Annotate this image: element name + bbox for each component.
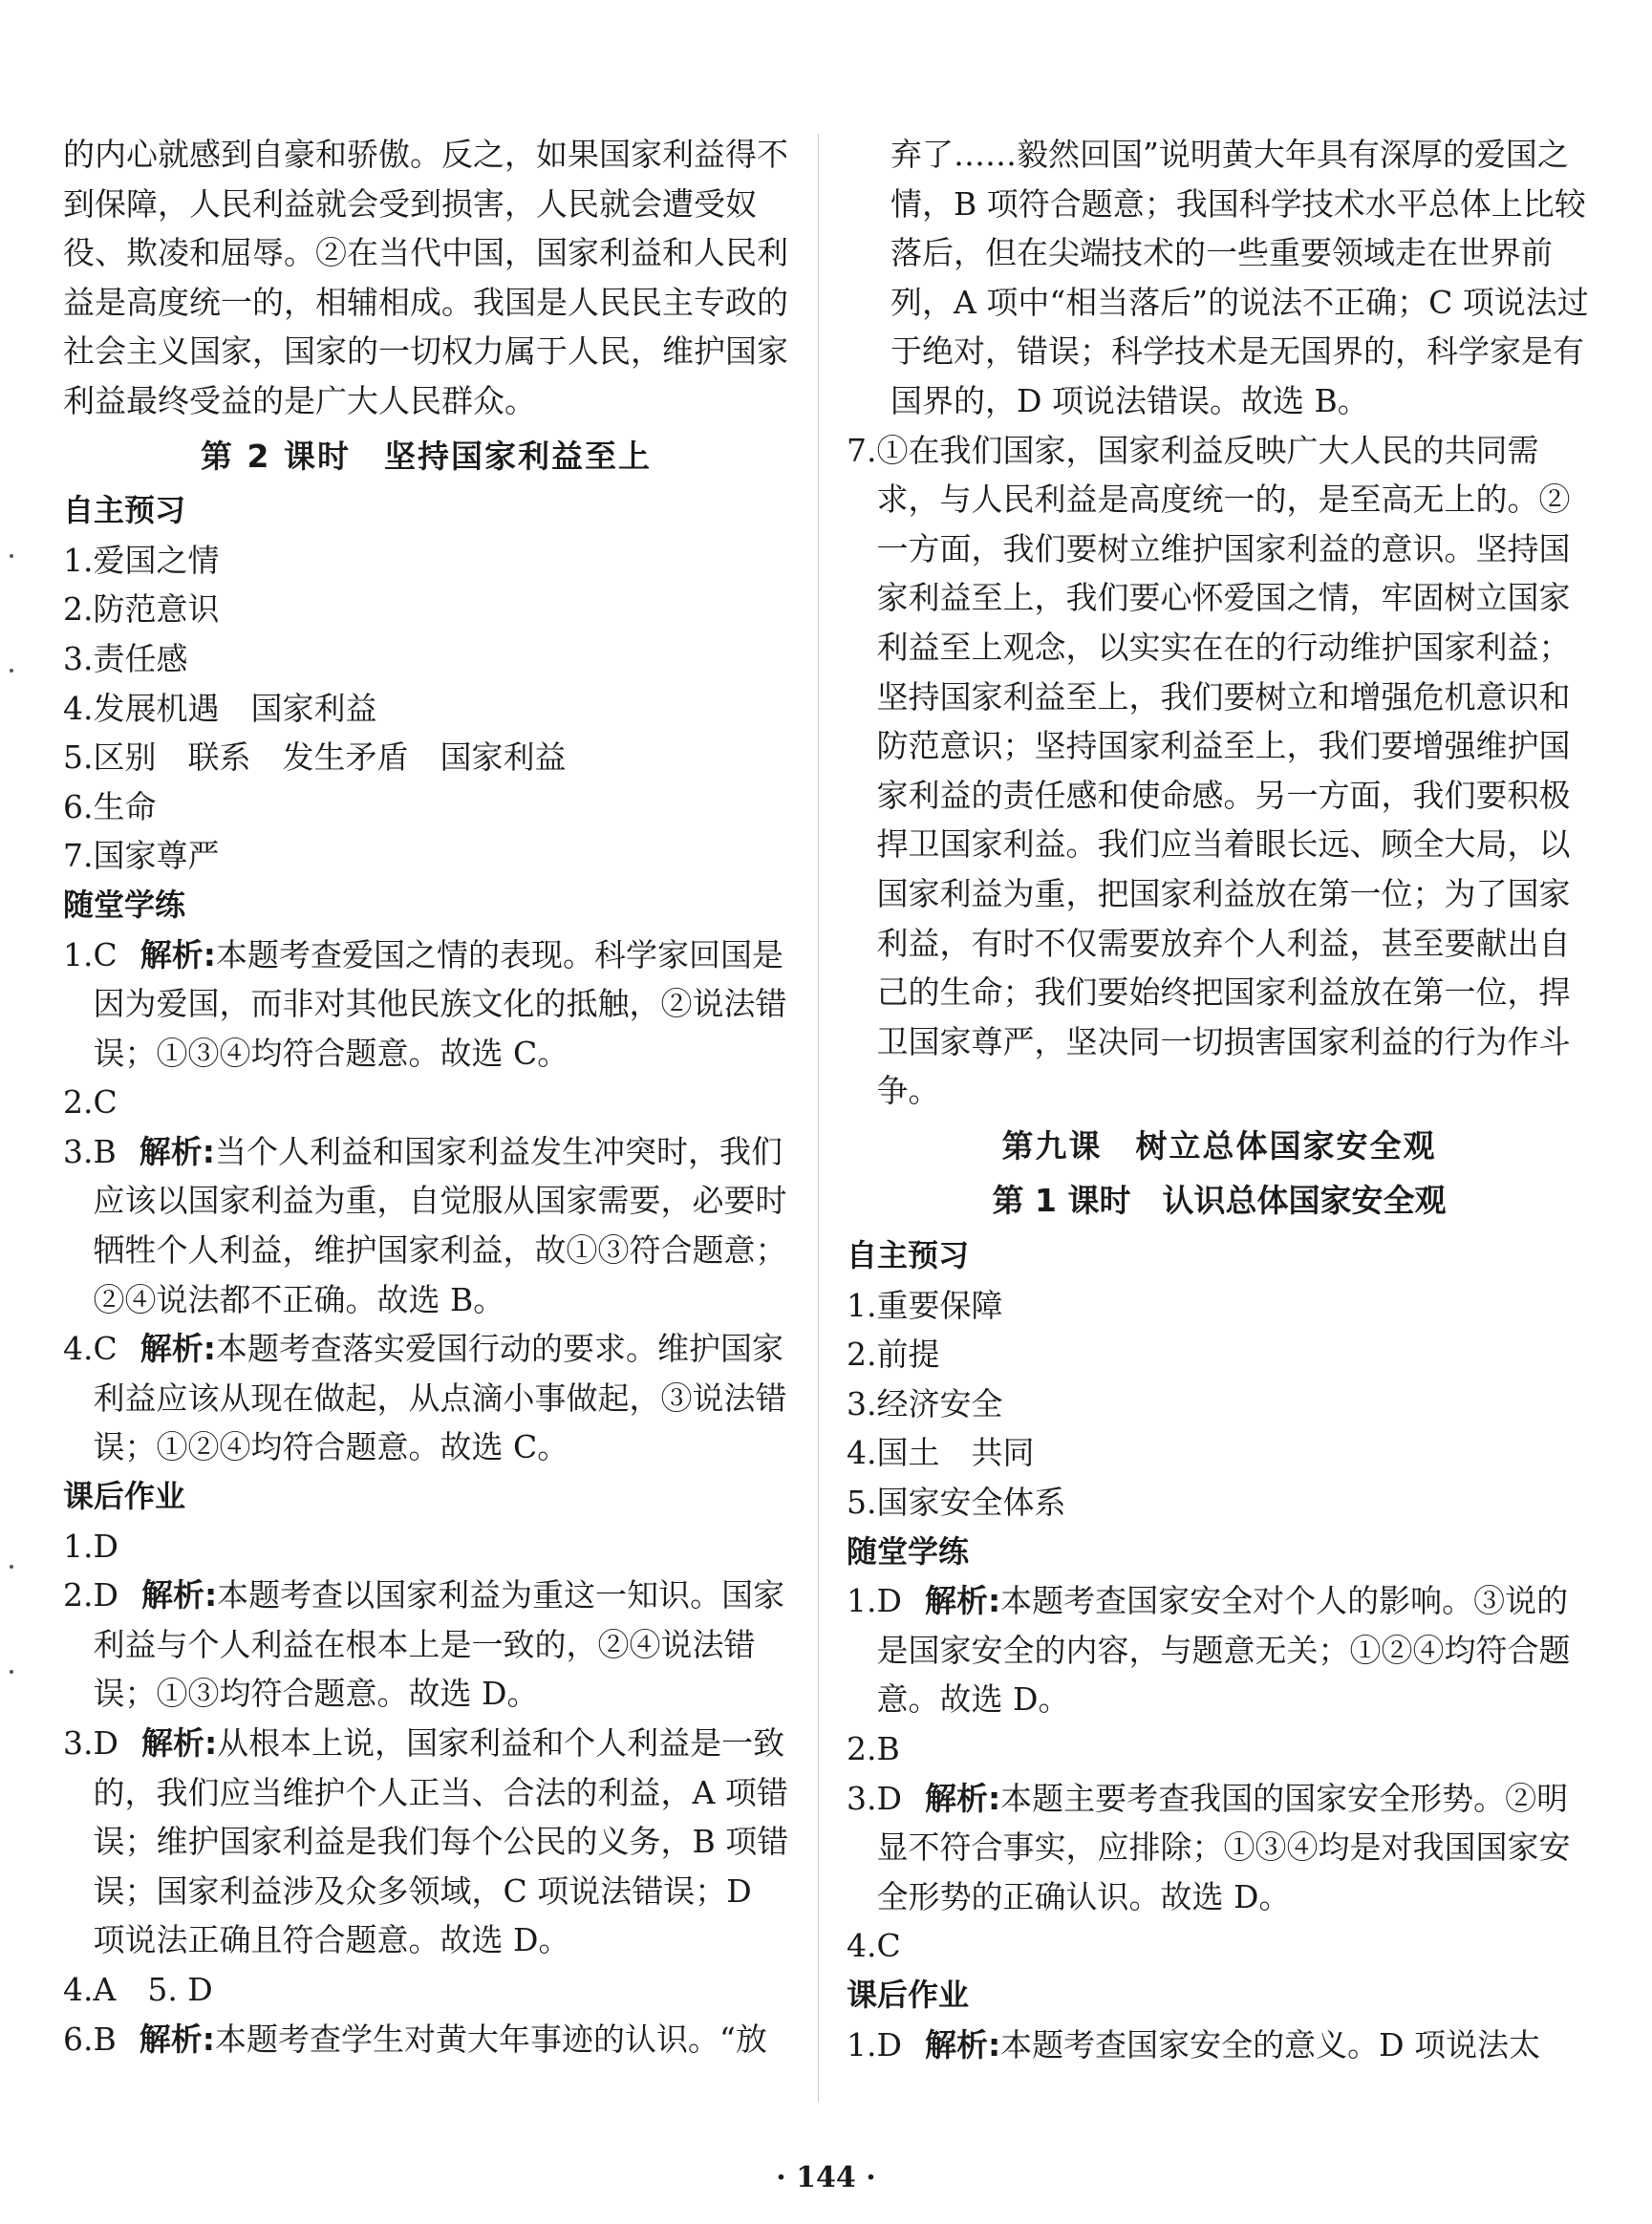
homework-list [63, 1522, 789, 2064]
homework-heading: 课后作业 [63, 1478, 186, 1515]
margin-mark [10, 669, 13, 673]
answer-item: 2. D 解析:本题考查以国家利益为重这一知识。国家利益与个人利益在根本上是一致的，②④说法错误；①③均符合题意。故选 D。 [63, 1576, 785, 1713]
answer-item: 1. D [63, 1527, 118, 1565]
answer-item: 2. C [63, 1083, 118, 1122]
list-item: 3. 责任感 [63, 639, 188, 677]
list-item: 4. 国土 共同 [847, 1434, 1035, 1472]
practice-heading: 随堂学练 [847, 1532, 970, 1570]
answer-item: 3. B 解析:当个人利益和国家利益发生冲突时，我们应该以国家利益为重，自觉服从国家需要，必要时牺牲个人利益，维护国家利益，故①③符合题意；②④说法都不正确。故选 B。 [63, 1132, 787, 1318]
page-number: · 144 · [776, 2161, 876, 2194]
answer-item: 1. C 解析:本题考查爱国之情的表现。科学家回国是因为爱国，而非对其他民族文化的抵触，②说法错误；①③④均符合题意。故选 C。 [63, 935, 787, 1072]
homework-heading: 课后作业 [847, 1976, 970, 2013]
margin-mark [10, 1565, 13, 1569]
practice-heading: 随堂学练 [63, 886, 186, 923]
homework-list [847, 2021, 1592, 2070]
right-column [847, 130, 1592, 2069]
list-item: 5. 国家安全体系 [847, 1484, 1066, 1522]
practice-list [63, 930, 789, 1473]
list-item: 7. 国家尊严 [63, 837, 220, 875]
lesson-heading: 第 2 课时 坚持国家利益至上 [201, 437, 652, 475]
list-item: 5. 区别 联系 发生矛盾 国家利益 [63, 738, 567, 777]
preview-heading: 自主预习 [63, 492, 186, 529]
list-item: 1. 爱国之情 [63, 541, 220, 579]
practice-list [847, 1576, 1592, 1971]
column-divider [818, 134, 819, 2102]
answer-item: 2. B [847, 1730, 900, 1767]
list-item: 3. 经济安全 [847, 1384, 1003, 1422]
chapter-heading: 第九课 树立总体国家安全观 [1001, 1126, 1437, 1165]
answer-item: 3. D 解析:从根本上说，国家利益和个人利益是一致的，我们应当维护个人正当、合法的利益，A 项错误；维护国家利益是我们每个公民的义务，B 项错误；国家利益涉及众多领域，C 项说法错误；D 项说法正确且符合题意。故选 D。 [63, 1724, 789, 1959]
answer-item: 1. D 解析:本题考查国家安全对个人的影响。③说的是国家安全的内容，与题意无关；①②④均符合题意。故选 D。 [847, 1582, 1571, 1719]
answer-item: 4. A 5. D [63, 1970, 213, 2008]
answer-item: 6. B 解析:本题考查学生对黄大年事迹的认识。“放 [63, 2020, 767, 2058]
margin-mark [10, 1670, 13, 1674]
intro-paragraph: 的内心就感到自豪和骄傲。反之，如果国家利益得不到保障，人民利益就会受到损害，人民就会遭受奴役、欺凌和屈辱。②在当代中国，国家利益和人民利益是高度统一的，相辅相成。我国是人民民主专政的社会主义国家，国家的一切权力属于人民，维护国家利益最终受益的是广大人民群众。 [63, 136, 788, 419]
list-item: 1. 重要保障 [847, 1286, 1003, 1324]
preview-list [847, 1281, 1592, 1528]
left-column [63, 130, 789, 2064]
lesson-heading: 第 1 课时 认识总体国家安全观 [992, 1182, 1447, 1220]
answer-item: 4. C 解析:本题考查落实爱国行动的要求。维护国家利益应该从现在做起，从点滴小事做起，③说法错误；①②④均符合题意。故选 C。 [63, 1330, 787, 1466]
answer-item: 3. D 解析:本题主要考查我国的国家安全形势。②明显不符合事实，应排除；①③④均是对我国国家安全形势的正确认识。故选 D。 [847, 1779, 1571, 1915]
answer-item: 7. ①在我们国家，国家利益反映广大人民的共同需求，与人民利益是高度统一的，是至高无上的。②一方面，我们要树立维护国家利益的意识。坚持国家利益至上，我们要心怀爱国之情，牢固树立国家利益至上观念，以实实在在的行动维护国家利益；坚持国家利益至上，我们要树立和增强危机意识和防范意识；坚持国家利益至上，我们要增强维护国家利益的责任感和使命感。另一方面，我们要积极捍卫国家利益。我们应当着眼长远、顾全大局，以国家利益为重，把国家利益放在第一位；为了国家利益，有时不仅需要放弃个人利益，甚至要献出自己的生命；我们要始终把国家利益放在第一位，捍卫国家尊严，坚决同一切损害国家利益的行为作斗争。 [847, 431, 1571, 1110]
continued-paragraph: 弃了……毅然回国”说明黄大年具有深厚的爱国之情，B 项符合题意；我国科学技术水平总体上比较落后，但在尖端技术的一些重要领域走在世界前列，A 项中“相当落后”的说法不正确；C 项说法过于绝对，错误；科学技术是无国界的，科学家是有国界的，D 项说法错误。故选 B。 [890, 136, 1589, 419]
answer-item: 1. D 解析:本题考查国家安全的意义。D 项说法太 [847, 2025, 1541, 2064]
answer-item: 4. C [847, 1927, 901, 1965]
list-item: 2. 防范意识 [63, 590, 220, 629]
list-item: 6. 生命 [63, 787, 157, 825]
list-item: 2. 前提 [847, 1336, 940, 1374]
list-item: 4. 发展机遇 国家利益 [63, 689, 377, 727]
preview-list [63, 536, 789, 881]
margin-mark [10, 554, 13, 558]
preview-heading: 自主预习 [847, 1237, 970, 1274]
